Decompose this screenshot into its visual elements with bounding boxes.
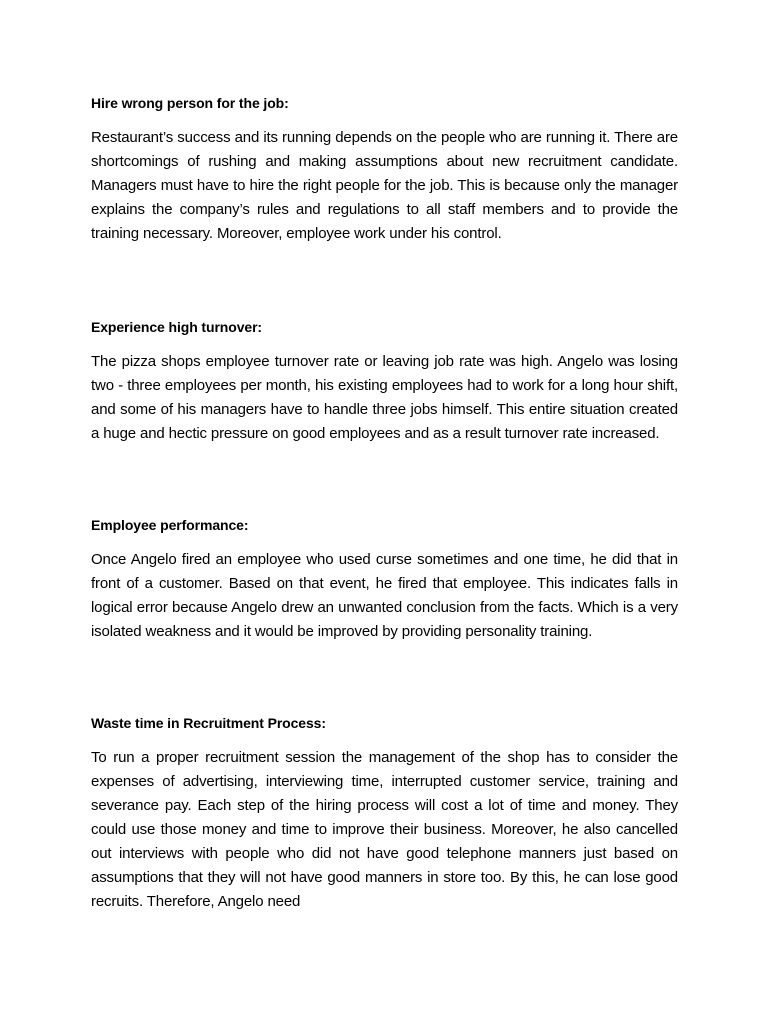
section-heading: Employee performance:	[91, 517, 249, 533]
section-heading: Experience high turnover:	[91, 319, 262, 335]
section-high-turnover	[91, 318, 678, 446]
section-heading: Hire wrong person for the job:	[91, 95, 289, 111]
section-hire-wrong-person	[91, 94, 678, 246]
section-waste-time-recruitment	[91, 714, 678, 914]
section-paragraph: Once Angelo fired an employee who used curse sometimes and one time, he did that in front of a customer. Based on that event, he fired that employee. This indicates falls in logical error because Angelo drew an unwanted conclusion from the facts. Which is a very isolated weakness and it would be improved by providing personality training.	[91, 551, 678, 640]
section-employee-performance	[91, 516, 678, 644]
section-paragraph: Restaurant’s success and its running depends on the people who are running it. There are shortcomings of rushing and making assumptions about new recruitment candidate. Managers must have to hire the right people for the job. This is because only the manager explains the company’s rules and regulations to all staff members and to provide the training necessary. Moreover, employee work under his control.	[91, 129, 678, 242]
section-paragraph: The pizza shops employee turnover rate or leaving job rate was high. Angelo was losing two - three employees per month, his existing employees had to work for a long hour shift, and some of his managers have to handle three jobs himself. This entire situation created a huge and hectic pressure on good employees and as a result turnover rate increased.	[91, 353, 678, 442]
section-paragraph: To run a proper recruitment session the management of the shop has to consider the expenses of advertising, interviewing time, interrupted customer service, training and severance pay. Each step of the hiring process will cost a lot of time and money. They could use those money and time to improve their business. Moreover, he also cancelled out interviews with people who did not have good telephone manners just based on assumptions that they will not have good manners in store too. By this, he can lose good recruits. Therefore, Angelo need	[91, 749, 678, 910]
section-heading: Waste time in Recruitment Process:	[91, 715, 326, 731]
